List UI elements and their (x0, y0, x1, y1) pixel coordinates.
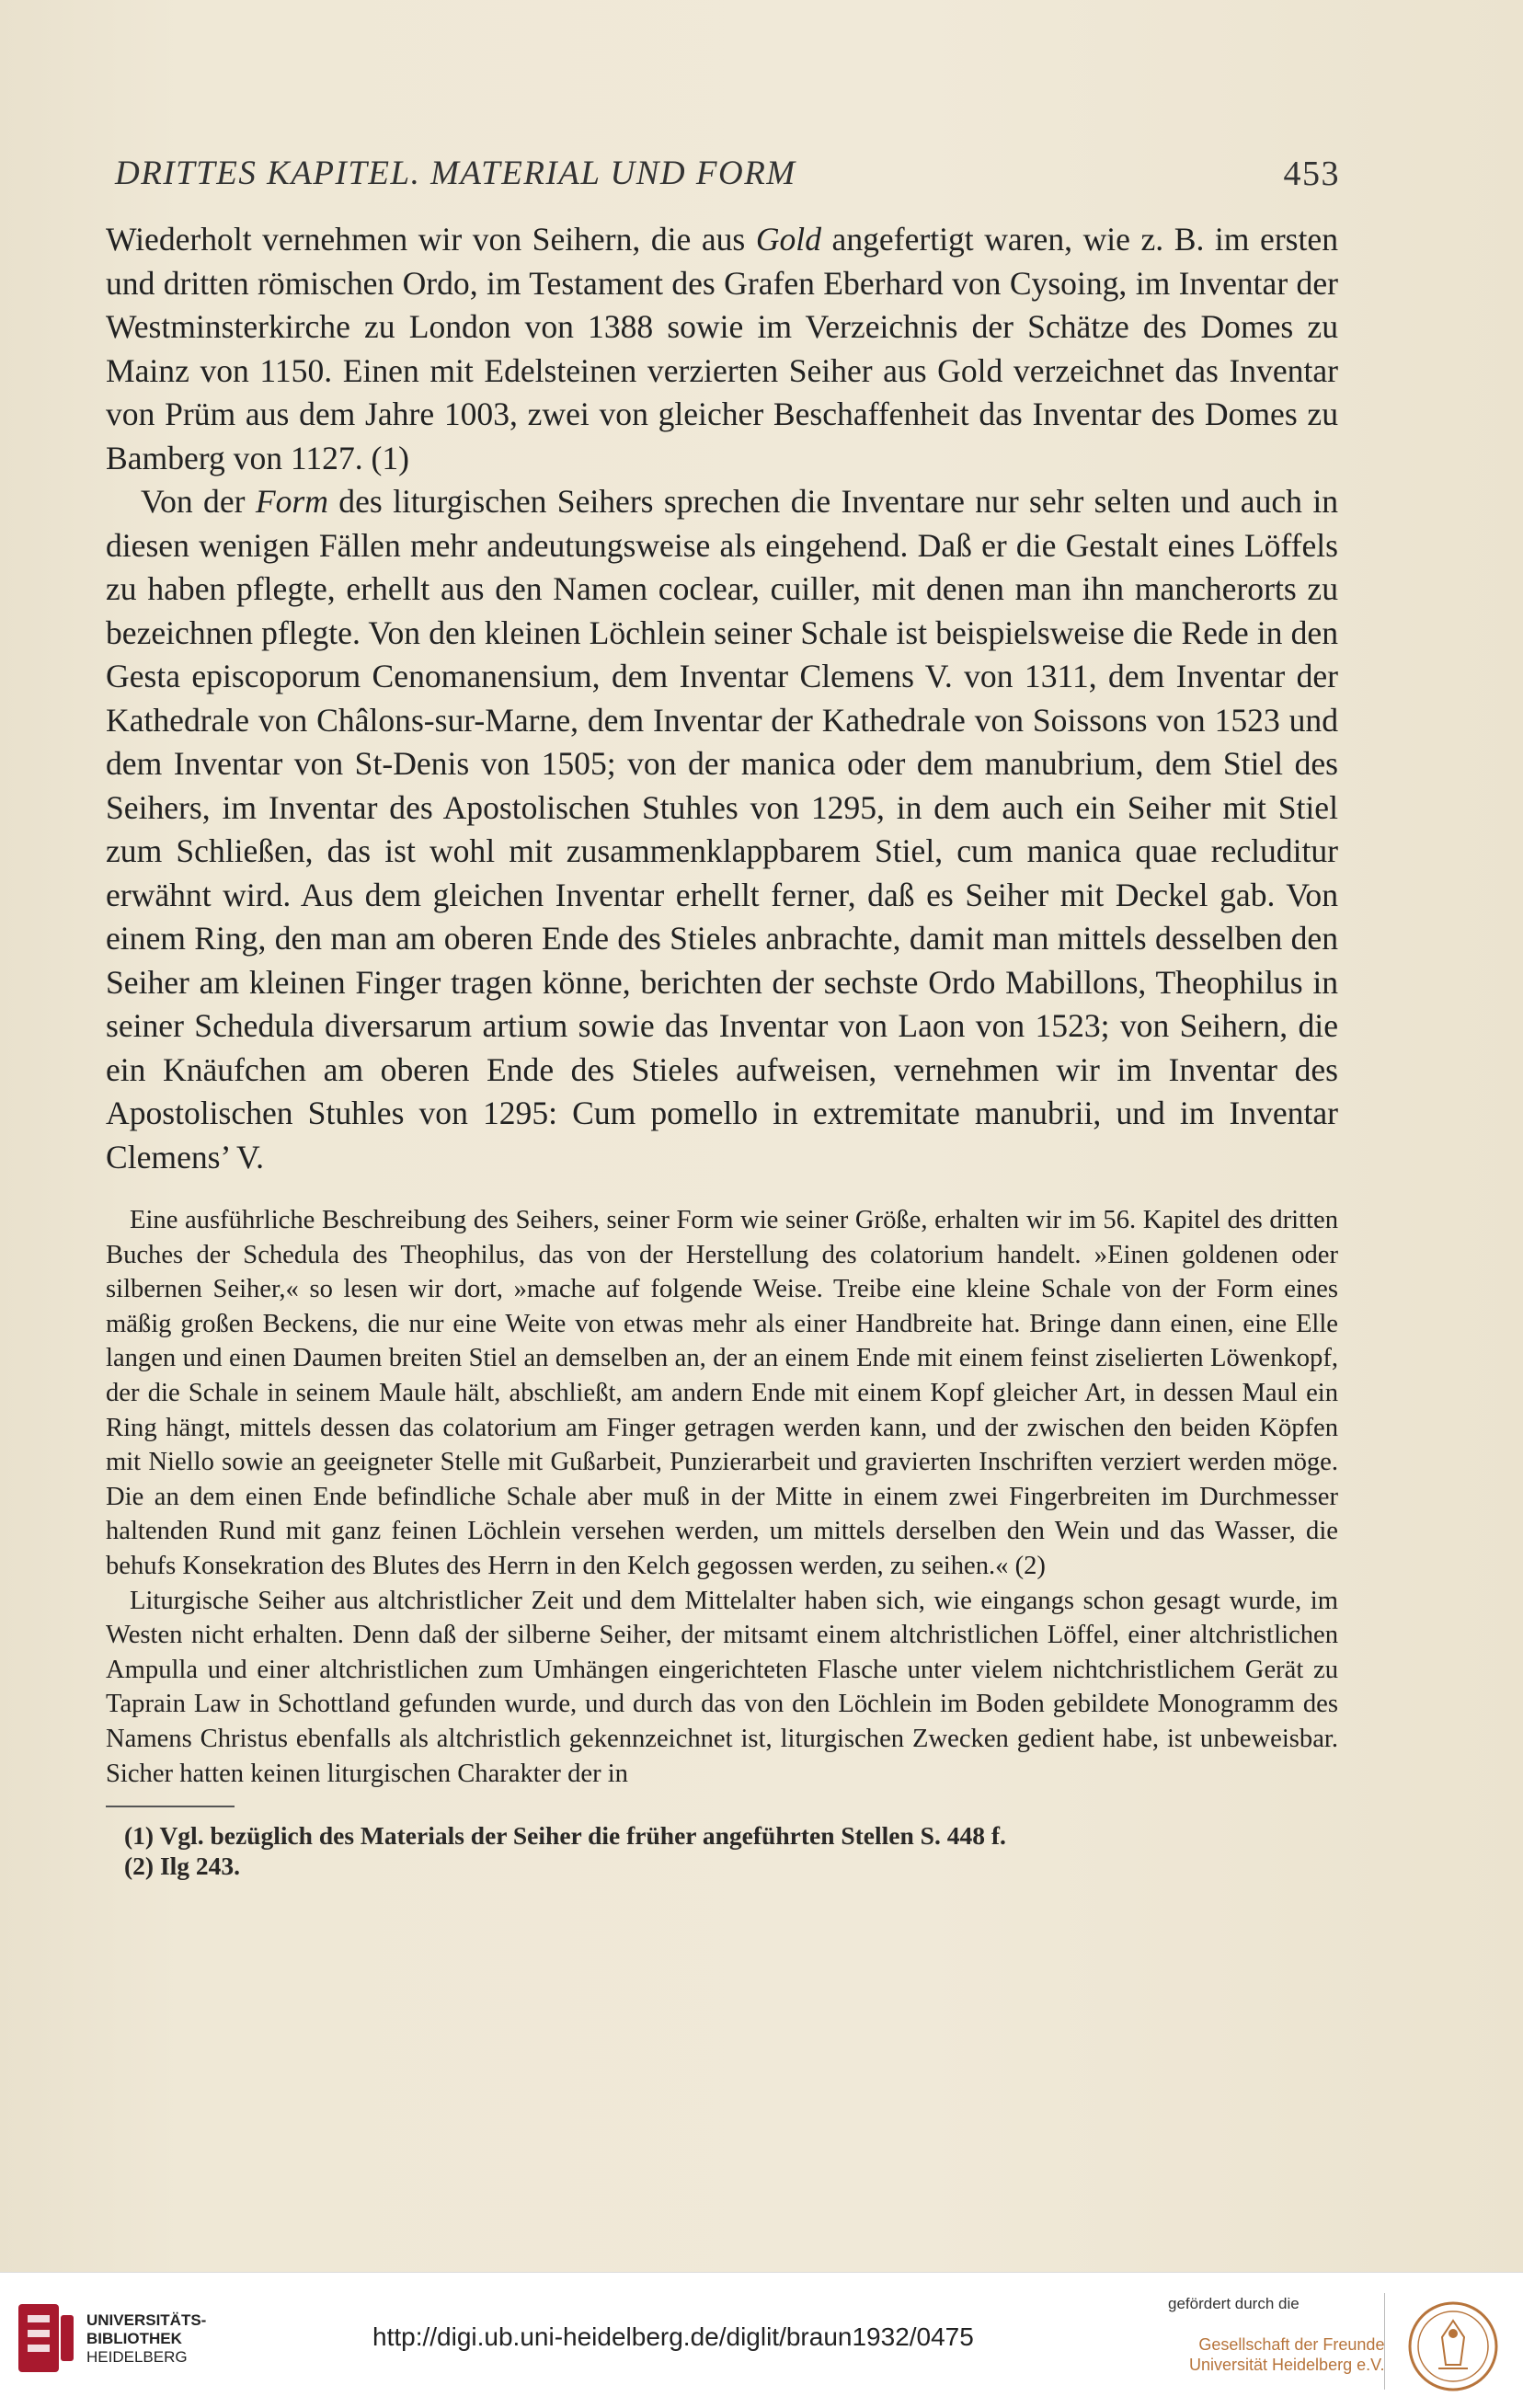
library-name-line-3: HEIDELBERG (86, 2348, 188, 2366)
footnote-1: (1) Vgl. bezüglich des Materials der Seiher die früher angeführten Stellen S. 448 f. (124, 1821, 1006, 1851)
library-name-line-1: UNIVERSITÄTS- (86, 2311, 207, 2329)
library-name-line-2: BIBLIOTHEK (86, 2330, 182, 2347)
paragraph-gold-rest: angefertigt waren, wie z. B. im ersten und dritten römischen Ordo, im Testament des Grafen Eberhard von Cysoing, im Inventar der Westminsterkirche zu London von 1388 sowie im Verzeichnis der Schätze des Domes zu Mainz von 1150. Einen mit Edelsteinen verzierten Seiher aus Gold verzeichnet das Inventar von Prüm aus dem Jahre 1003, zwei von gleicher Beschaffenheit das Inventar des Domes zu Bamberg von 1127. (1) (106, 221, 1338, 476)
footnote-2: (2) Ilg 243. (124, 1852, 241, 1881)
paragraph-theophilus: Eine ausführliche Beschreibung des Seihers, seiner Form wie seiner Größe, erhalten wir im 56. Kapitel des dritten Buches der Schedula des Theophilus, das von der Herstellung des colatorium handelt. »Einen goldenen oder silbernen Seiher,« so lesen wir dort, »mache auf folgende Weise. Treibe eine kleine Schale von der Form eines mäßig großen Beckens, die nur eine Weite von etwas mehr als einer Handbreite hat. Bringe dann einen, eine Elle langen und einen Daumen breiten Stiel an demselben an, der an einem Ende mit einem feinst ziselierten Löwenkopf, der die Schale in seinem Maule hält, abschließt, am andern Ende mit einem Kopf gleicher Art, in dessen Maul ein Ring hängt, mittels dessen das colatorium am Finger getragen werden kann, und der zwischen den beiden Köpfen mit Niello sowie an geeigneter Stelle mit Gußarbeit, Punzierarbeit und gravierten Inschriften verziert werden möge. Die an dem einen Ende befindliche Schale aber muß in der Mitte in einem zwei Fingerbreiten im Durchmesser haltenden Rund mit ganz feinen Löchlein versehen werden, um mittels derselben den Wein und das Wasser, die behufs Konsekration des Blutes des Herrn in den Kelch gegossen werden, zu seihen.« (2) (106, 1206, 1338, 1580)
small-print-section (106, 1203, 1338, 1791)
permalink-url[interactable]: http://digi.ub.uni-heidelberg.de/diglit/braun1932/0475 (372, 2322, 974, 2351)
paragraph-form (106, 480, 1338, 1179)
sponsor-name-line-1: Gesellschaft der Freunde (1198, 2335, 1385, 2354)
footnotes (106, 1820, 1338, 1881)
chapter-title: DRITTES KAPITEL. MATERIAL UND FORM (115, 155, 796, 192)
sponsor-name (1189, 2334, 1384, 2375)
footnote-rule (106, 1806, 235, 1807)
sponsor-label: gefördert durch die (1168, 2295, 1300, 2312)
footer-divider (1384, 2293, 1385, 2390)
university-seal-icon (1407, 2300, 1499, 2392)
digitization-footer (0, 2272, 1523, 2408)
paragraph-gold (106, 218, 1338, 480)
main-text (106, 218, 1338, 1179)
page-content (106, 143, 1338, 1881)
paragraph-form-rest: des liturgischen Seihers sprechen die Inventare nur sehr selten und auch in diesen wenigen Fällen mehr andeutungsweise als eingehend. Daß er die Gestalt eines Löffels zu haben pflegte, erhellt aus den Namen coclear, cuiller, mit denen man ihn mancherorts zu bezeichnen pflegte. Von den kleinen Löchlein seiner Schale ist beispielsweise die Rede in den Gesta episcoporum Cenomanensium, dem Inventar Clemens V. von 1311, dem Inventar der Kathedrale von Châlons-sur-Marne, dem Inventar der Kathedrale von Soissons von 1523 und dem Inventar von St-Denis von 1505; von der manica oder dem manubrium, dem Stiel des Seihers, im Inventar des Apostolischen Stuhles von 1295, in dem auch ein Seiher mit Stiel zum Schließen, das ist wohl mit zusammenklappbarem Stiel, cum manica quae recluditur erwähnt wird. Aus dem gleichen Inventar erhellt ferner, daß es Seiher mit Deckel gab. Von einem Ring, den man am oberen Ende des Stieles anbrachte, damit man mittels desselben den Seiher am kleinen Finger tragen könne, berichten der sechste Ordo Mabillons, Theophilus in seiner Schedula diversarum artium sowie das Inventar von Laon von 1523; von Seihern, die ein Knäufchen am oberen Ende des Stieles aufweisen, vernehmen wir im Inventar des Apostolischen Stuhles von 1295: Cum pomello in extremitate manubrii, und im Inventar Clemens’ V. (106, 483, 1338, 1175)
page-number: 453 (1283, 155, 1340, 193)
emphasis-form: Form (255, 483, 328, 520)
paragraph-liturgische-seiher: Liturgische Seiher aus altchristlicher Zeit und dem Mittelalter haben sich, wie eingangs schon gesagt wurde, im Westen nicht erhalten. Denn daß der silberne Seiher, der mitsamt einem altchristlichen Löffel, einer altchristlichen Ampulla und einer altchristlichen zum Umhängen eingerichteten Flasche unter vielem nichtchristlichem Gerät zu Taprain Law in Schottland gefunden wurde, und durch das von den Löchlein im Boden gebildete Monogramm des Namens Christus ebenfalls als altchristlich gekennzeichnet ist, liturgischen Zwecken gedient habe, ist unbeweisbar. Sicher hatten keinen liturgischen Charakter der in (106, 1586, 1338, 1788)
library-name (86, 2311, 206, 2367)
running-head (106, 143, 1338, 198)
ub-heidelberg-logo-icon (15, 2297, 79, 2379)
paragraph-gold-start: Wiederholt vernehmen wir von Seihern, die aus (106, 221, 756, 258)
sponsor-name-line-2: Universität Heidelberg e.V. (1189, 2356, 1385, 2374)
paragraph-form-start: Von der (141, 483, 256, 520)
emphasis-gold: Gold (755, 221, 821, 258)
